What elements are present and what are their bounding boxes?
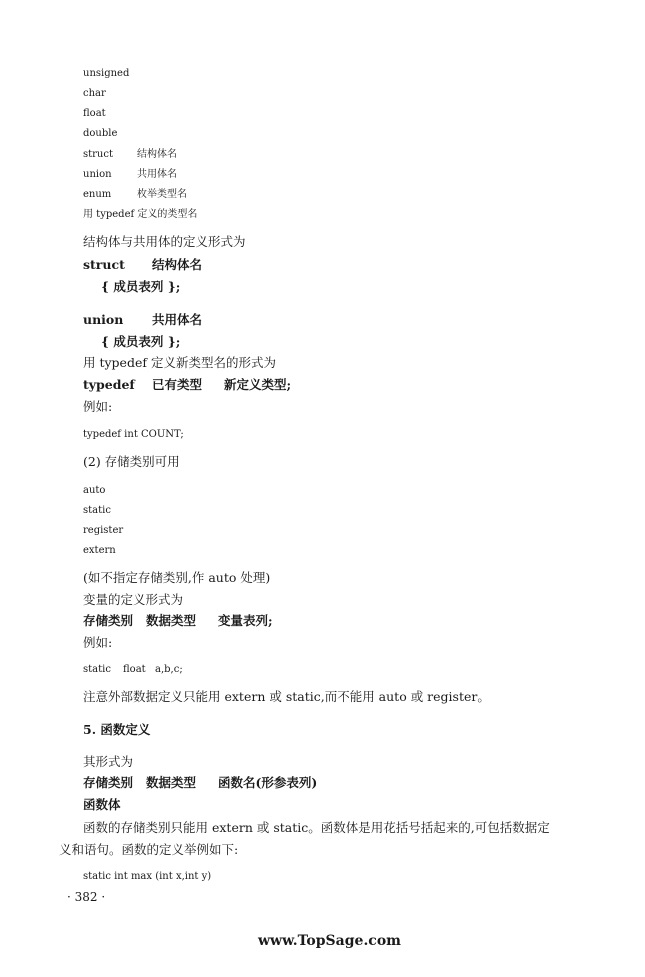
struct-keyword: struct: [83, 149, 113, 160]
type-double: double: [83, 128, 118, 139]
func-data-type: 数据类型: [146, 775, 197, 790]
union-form-keyword: union: [83, 312, 124, 327]
var-example-vars: a,b,c;: [155, 664, 183, 675]
typedef-form: [83, 379, 291, 392]
storage-default-note: (如不指定存储类别,作 auto 处理): [83, 570, 271, 585]
struct-members: { 成员表列 };: [101, 279, 181, 294]
struct-name-label: 结构体名: [137, 149, 177, 160]
footer-url: www.TopSage.com: [258, 933, 401, 949]
type-float: float: [83, 108, 106, 119]
struct-form-keyword: struct: [83, 257, 125, 272]
typedef-keyword: typedef: [83, 377, 135, 392]
typedef-existing-type: 已有类型: [152, 377, 203, 392]
function-paragraph-line1: 函数的存储类别只能用 extern 或 static。函数体是用花括号括起来的,可包括数据定: [83, 820, 550, 835]
typedef-example-code: typedef int COUNT;: [83, 429, 184, 440]
func-name-params: 函数名(形参表列): [218, 775, 318, 790]
variable-def-form: [83, 615, 273, 628]
enum-keyword: enum: [83, 189, 112, 200]
function-form-intro: 其形式为: [83, 754, 134, 769]
function-body-label: 函数体: [83, 797, 121, 812]
union-form: [83, 314, 202, 327]
storage-heading: (2) 存储类别可用: [83, 454, 180, 469]
page-number: · 382 ·: [67, 890, 106, 904]
type-unsigned: unsigned: [83, 68, 130, 79]
storage-extern: extern: [83, 545, 116, 556]
function-example-code: static int max (int x,int y): [83, 871, 212, 882]
storage-static: static: [83, 505, 111, 516]
func-storage-class: 存储类别: [83, 775, 134, 790]
struct-form: [83, 259, 202, 272]
enum-name-label: 枚举类型名: [137, 189, 187, 200]
var-list: 变量表列;: [218, 613, 273, 628]
function-form-signature: [83, 777, 317, 790]
var-example-type: float: [123, 664, 146, 675]
function-section-heading: 5. 函数定义: [83, 722, 151, 737]
typedef-intro: 用 typedef 定义新类型名的形式为: [83, 355, 276, 370]
type-union: [83, 170, 177, 180]
typedef-new-type: 新定义类型;: [224, 377, 292, 392]
var-data-type: 数据类型: [146, 613, 197, 628]
var-example-keyword: static: [83, 664, 111, 675]
external-data-note: 注意外部数据定义只能用 extern 或 static,而不能用 auto 或 register。: [83, 689, 490, 704]
function-paragraph-line2: 义和语句。函数的定义举例如下:: [59, 842, 239, 857]
variable-def-intro: 变量的定义形式为: [83, 592, 184, 607]
type-enum: [83, 190, 187, 200]
storage-auto: auto: [83, 485, 106, 496]
type-struct: [83, 150, 177, 160]
union-keyword: union: [83, 169, 112, 180]
union-form-name: 共用体名: [152, 312, 203, 327]
type-char: char: [83, 88, 106, 99]
struct-union-intro: 结构体与共用体的定义形式为: [83, 234, 246, 249]
struct-form-name: 结构体名: [152, 257, 203, 272]
var-storage-class: 存储类别: [83, 613, 134, 628]
variable-example-label: 例如:: [83, 635, 113, 650]
union-name-label: 共用体名: [137, 169, 177, 180]
union-members: { 成员表列 };: [101, 334, 181, 349]
typedef-example-label: 例如:: [83, 399, 113, 414]
storage-register: register: [83, 525, 124, 536]
type-typedef: 用 typedef 定义的类型名: [83, 209, 198, 220]
variable-example-code: [83, 665, 183, 675]
